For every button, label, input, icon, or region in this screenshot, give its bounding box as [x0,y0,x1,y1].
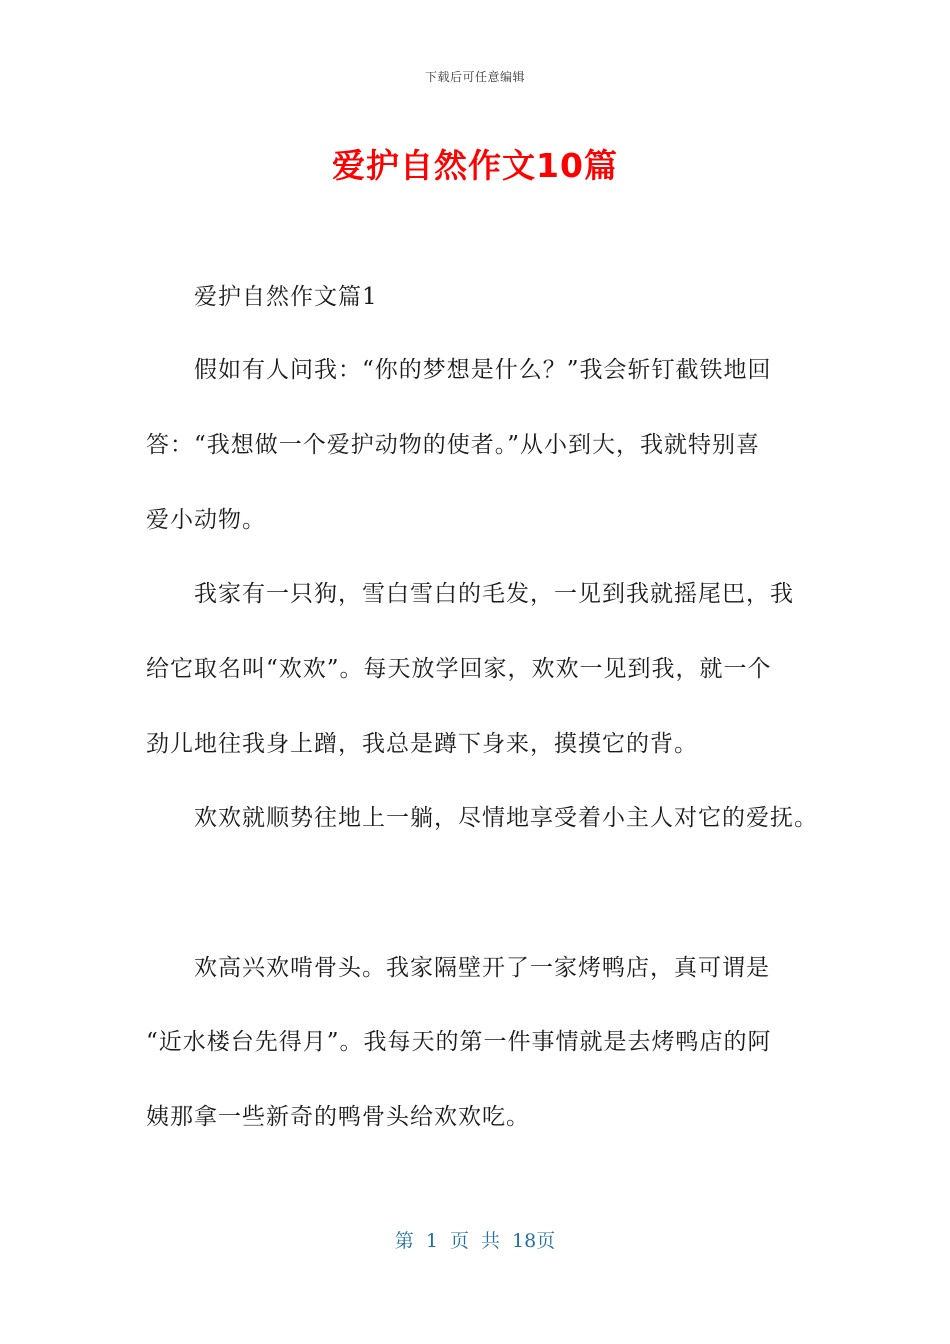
paragraph-line: 答：“我想做一个爱护动物的使者。”从小到大，我就特别喜 [146,432,761,458]
page-number-footer: 第 1 页 共 18页 [394,1230,556,1252]
paragraph-line: 欢欢就顺势往地上一躺，尽情地享受着小主人对它的爱抚。 [194,805,818,831]
paragraph-line: “近水楼台先得月”。我每天的第一件事情就是去烤鸭店的阿 [146,1029,772,1055]
paragraph-line: 爱小动物。 [146,507,266,533]
section-heading: 爱护自然作文篇1 [194,284,378,310]
paragraph-line: 劲儿地往我身上蹭，我总是蹲下身来，摸摸它的背。 [146,731,698,757]
paragraph-line: 姨那拿一些新奇的鸭骨头给欢欢吃。 [146,1104,530,1130]
paragraph-line: 我家有一只狗，雪白雪白的毛发，一见到我就摇尾巴，我 [194,581,794,607]
page-header-note: 下载后可任意编辑 [424,70,525,84]
paragraph-line: 给它取名叫“欢欢”。每天放学回家，欢欢一见到我，就一个 [146,656,772,682]
paragraph-line: 欢高兴欢啃骨头。我家隔壁开了一家烤鸭店，真可谓是 [194,955,770,981]
paragraph-line: 假如有人问我：“你的梦想是什么？”我会斩钉截铁地回 [194,357,772,383]
document-title: 爱护自然作文10篇 [332,146,618,185]
